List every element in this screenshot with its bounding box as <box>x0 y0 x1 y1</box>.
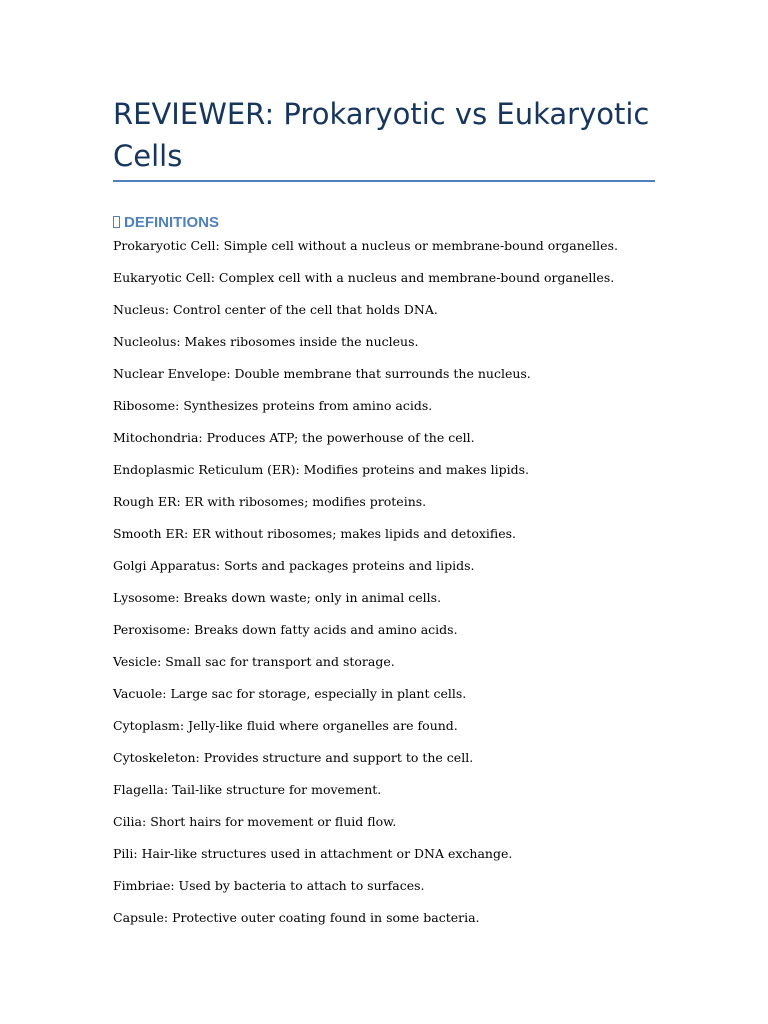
missing-glyph-icon <box>113 216 120 228</box>
title-underline-divider <box>113 180 655 182</box>
definition-item: Endoplasmic Reticulum (ER): Modifies proteins and makes lipids. <box>113 462 529 477</box>
definition-item: Pili: Hair-like structures used in attachment or DNA exchange. <box>113 846 513 861</box>
definition-item: Nuclear Envelope: Double membrane that surrounds the nucleus. <box>113 366 531 381</box>
definition-item: Nucleus: Control center of the cell that holds DNA. <box>113 302 438 317</box>
definition-item: Cytoplasm: Jelly-like fluid where organelles are found. <box>113 718 458 733</box>
definition-item: Smooth ER: ER without ribosomes; makes lipids and detoxifies. <box>113 526 517 541</box>
definition-item: Capsule: Protective outer coating found in some bacteria. <box>113 910 480 925</box>
definition-item: Rough ER: ER with ribosomes; modifies proteins. <box>113 494 427 509</box>
definition-item: Vesicle: Small sac for transport and storage. <box>113 654 395 669</box>
definition-item: Cilia: Short hairs for movement or fluid flow. <box>113 814 397 829</box>
definition-item: Cytoskeleton: Provides structure and support to the cell. <box>113 750 474 765</box>
definition-item: Peroxisome: Breaks down fatty acids and amino acids. <box>113 622 458 637</box>
section-heading-label: DEFINITIONS <box>124 214 220 231</box>
definition-item: Mitochondria: Produces ATP; the powerhouse of the cell. <box>113 430 475 445</box>
definition-item: Nucleolus: Makes ribosomes inside the nucleus. <box>113 334 419 349</box>
definition-item: Golgi Apparatus: Sorts and packages proteins and lipids. <box>113 558 475 573</box>
definition-item: Vacuole: Large sac for storage, especially in plant cells. <box>113 686 467 701</box>
definition-item: Fimbriae: Used by bacteria to attach to surfaces. <box>113 878 425 893</box>
document-title: REVIEWER: Prokaryotic vs Eukaryotic Cells <box>113 97 650 173</box>
section-heading-definitions <box>113 213 219 233</box>
definitions-list <box>113 236 673 940</box>
definition-item: Eukaryotic Cell: Complex cell with a nucleus and membrane-bound organelles. <box>113 270 615 285</box>
definition-item: Lysosome: Breaks down waste; only in animal cells. <box>113 590 442 605</box>
definition-item: Prokaryotic Cell: Simple cell without a nucleus or membrane-bound organelles. <box>113 238 618 253</box>
definition-item: Ribosome: Synthesizes proteins from amino acids. <box>113 398 433 413</box>
definition-item: Flagella: Tail-like structure for movement. <box>113 782 382 797</box>
